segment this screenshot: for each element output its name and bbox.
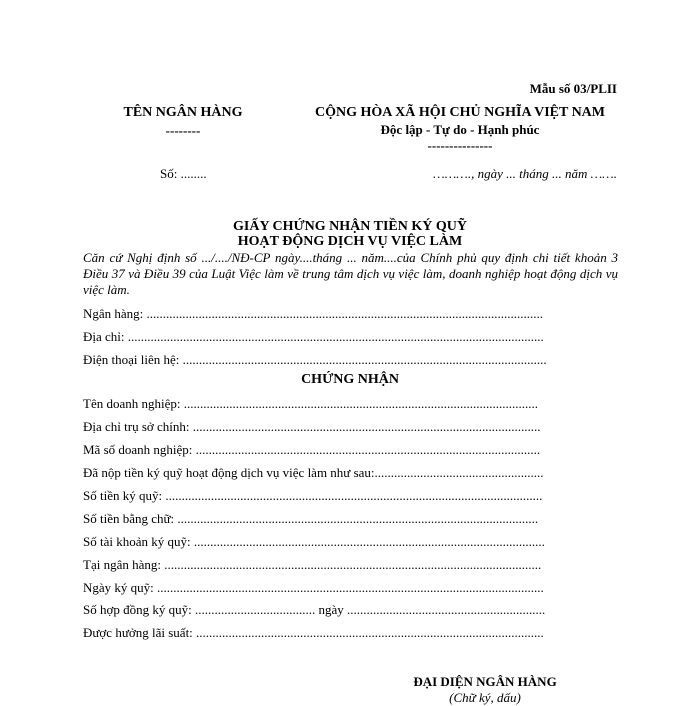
- field-deposit-date: Ngày ký quỹ: .......................................................................................................................: [83, 580, 544, 595]
- field-contract-number: Số hợp đồng ký quỹ: ..................................... ngày .............................................................: [83, 602, 546, 617]
- field-company-code: Mã số doanh nghiệp: ..........................................................................................................: [83, 442, 541, 457]
- bank-field-phone: Điện thoại liên hệ: ................................................................................................................: [83, 352, 547, 367]
- form-number: Mẫu số 03/PLII: [529, 81, 617, 96]
- field-at-bank: Tại ngân hàng: ....................................................................................................................: [83, 557, 542, 572]
- field-amount-in-words: Số tiền bằng chữ: ...............................................................................................................: [83, 511, 539, 526]
- bank-header-divider: --------: [165, 123, 201, 138]
- field-head-office: Địa chỉ trụ sở chính: ...........................................................................................................: [83, 419, 541, 434]
- national-motto-divider: ---------------: [427, 138, 493, 153]
- legal-basis: Căn cứ Nghị định số .../..../NĐ-CP ngày....tháng ... năm....của Chính phủ quy định chi tiết khoản 3 Điều 37 và Điều 39 của Luật Việc làm về trung tâm dịch vụ việc làm, doanh nghiệp hoạt động dịch vụ việc làm.: [83, 250, 618, 297]
- field-deposit-amount: Số tiền ký quỹ: ....................................................................................................................: [83, 488, 543, 503]
- bank-field-address: Địa chỉ: ................................................................................................................................: [83, 329, 544, 344]
- document-number-line: Số: ........: [160, 166, 207, 181]
- field-deposit-account: Số tài khoản ký quỹ: ............................................................................................................: [83, 534, 545, 549]
- bank-field-name: Ngân hàng: ..........................................................................................................................: [83, 306, 544, 321]
- certify-heading: CHỨNG NHẬN: [301, 372, 399, 387]
- date-line: ………., ngày ... tháng ... năm …….: [433, 166, 617, 181]
- document-title-line1: GIẤY CHỨNG NHẬN TIỀN KÝ QUỸ: [233, 219, 467, 234]
- national-motto: Độc lập - Tự do - Hạnh phúc: [380, 122, 540, 137]
- signature-title: ĐẠI DIỆN NGÂN HÀNG: [413, 674, 557, 689]
- field-company-name: Tên doanh nghiệp: .............................................................................................................: [83, 396, 538, 411]
- bank-name-header: TÊN NGÂN HÀNG: [123, 105, 243, 120]
- document-title-line2: HOẠT ĐỘNG DỊCH VỤ VIỆC LÀM: [237, 234, 463, 249]
- field-deposit-paid: Đã nộp tiền ký quỹ hoạt động dịch vụ việc làm như sau:....................................................: [83, 465, 544, 480]
- field-interest-rate: Được hưởng lãi suất: ...........................................................................................................: [83, 625, 544, 640]
- signature-note: (Chữ ký, dấu): [449, 690, 521, 705]
- national-title: CỘNG HÒA XÃ HỘI CHỦ NGHĨA VIỆT NAM: [314, 105, 605, 120]
